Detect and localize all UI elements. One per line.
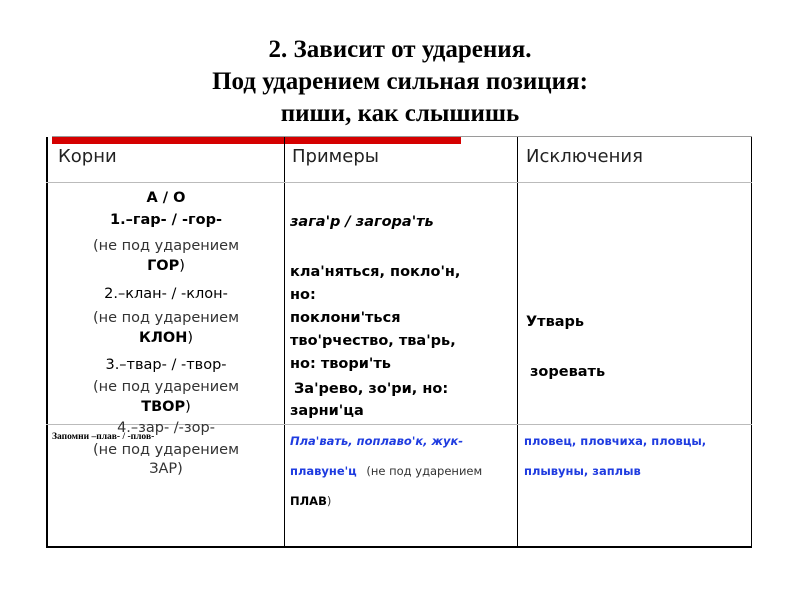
- example-plav-2: плавуне'ц: [290, 464, 357, 478]
- table-divider-col-2: [517, 137, 518, 548]
- title-line-1: 2. Зависит от ударения.: [268, 36, 532, 63]
- example-7: За'рево, зо'ри, но:: [294, 381, 449, 397]
- example-6: но: твори'ть: [290, 356, 391, 372]
- example-1-text: зага'р / загора'ть: [290, 214, 434, 230]
- decor-red-bar: [52, 137, 461, 144]
- exception-2: зоревать: [530, 364, 606, 380]
- root-4-note: (не под ударением: [92, 442, 240, 458]
- root-1-note: (не под ударением: [92, 238, 240, 254]
- header-exceptions: Исключения: [526, 146, 643, 167]
- root-3-word-wrap: ТВОР): [141, 399, 191, 415]
- root-4: 4.–зар- /-зор-: [117, 420, 215, 436]
- table-divider-col-1: [284, 137, 285, 548]
- root-1: 1.–гар- / -гор-: [110, 212, 222, 228]
- example-5: тво'рчество, тва'рь,: [290, 333, 456, 349]
- root-3-note: (не под ударением: [92, 379, 240, 395]
- root-1-word: ГОР: [147, 258, 180, 274]
- root-3-word: ТВОР: [141, 399, 186, 415]
- header-examples: Примеры: [292, 146, 379, 167]
- example-plav-1: Пла'вать, поплаво'к, жук-: [290, 434, 464, 448]
- root-2: 2.–клан- / -клон-: [104, 286, 228, 302]
- example-1: [290, 214, 434, 230]
- exception-3: пловец, пловчиха, пловцы,: [524, 434, 707, 448]
- example-4: поклони'ться: [290, 310, 401, 326]
- root-2-word-wrap: КЛОН): [138, 330, 194, 346]
- root-ao: А / О: [146, 190, 186, 206]
- root-3: 3.–твар- / -твор-: [105, 357, 227, 373]
- root-2-note: (не под ударением: [92, 310, 240, 326]
- example-plav-3-wrap: ПЛАВ): [290, 494, 332, 508]
- root-4-word: ЗАР): [149, 461, 183, 477]
- example-plav-3: ПЛАВ: [290, 494, 327, 508]
- example-plav-2-note: (не под ударением: [366, 464, 483, 478]
- table-border-bottom: [46, 546, 752, 548]
- exception-4: плывуны, заплыв: [524, 464, 641, 478]
- exception-1: Утварь: [526, 314, 585, 330]
- table-border-right: [751, 137, 752, 548]
- title-line-2: Под ударением сильная позиция:: [212, 68, 588, 95]
- example-2: кла'няться, покло'н,: [290, 264, 461, 280]
- table-header-divider: [46, 182, 752, 183]
- example-8: зарни'ца: [290, 403, 364, 419]
- example-plav-2-wrap: [290, 464, 482, 478]
- title-line-3: пиши, как слышишь: [280, 100, 520, 127]
- root-1-word-wrap: ГОР): [147, 258, 185, 274]
- header-roots: Корни: [58, 146, 117, 167]
- root-2-word: КЛОН: [138, 330, 188, 346]
- example-3: но:: [290, 287, 316, 303]
- memo-plav: Запомни –плав- / -плов-: [52, 432, 155, 442]
